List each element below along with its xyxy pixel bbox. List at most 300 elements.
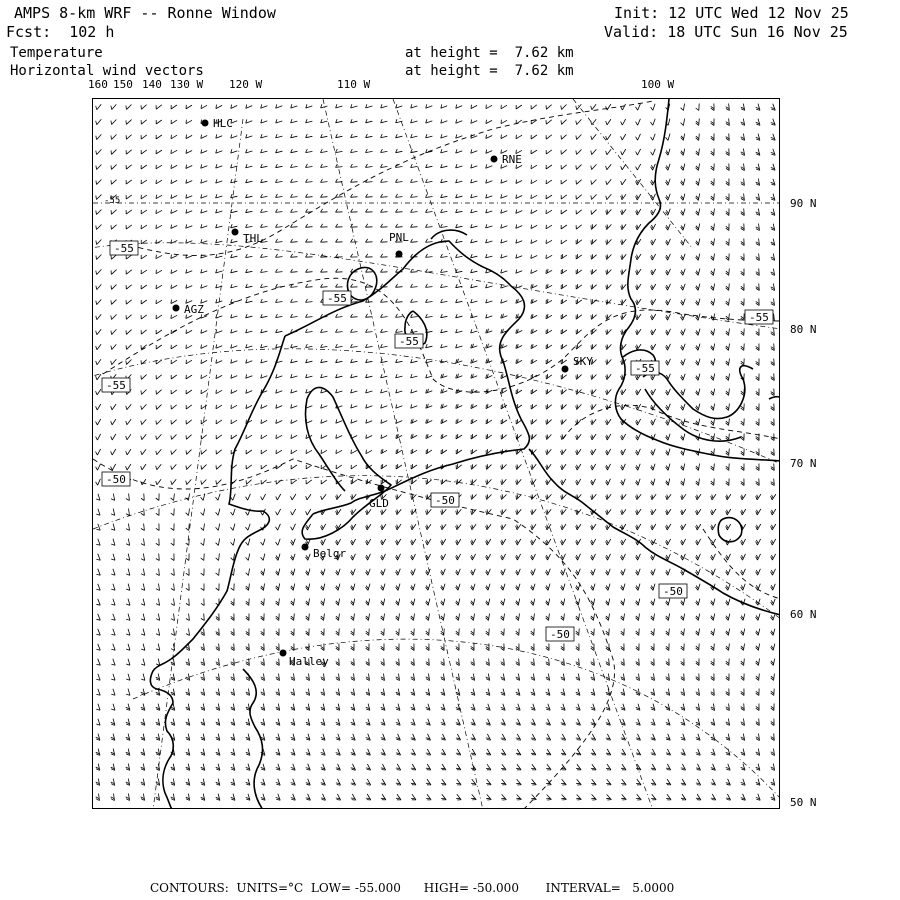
wind-barb (366, 509, 371, 515)
wind-barb (576, 719, 581, 725)
wind-barb (621, 254, 626, 259)
wind-barb (411, 629, 415, 636)
wind-barb (651, 509, 656, 515)
wind-barb (186, 165, 192, 169)
wind-barb (756, 374, 759, 381)
wind-barb (336, 659, 340, 666)
wind-barb (546, 240, 552, 244)
wind-barb (396, 524, 401, 530)
wind-barb (696, 254, 700, 261)
wind-barb (321, 194, 328, 197)
wind-barb (651, 719, 655, 726)
wind-barb (276, 629, 279, 636)
wind-barb (141, 434, 146, 439)
wind-barb (516, 749, 521, 755)
wind-barb (426, 764, 431, 770)
wind-barb (186, 330, 192, 334)
wind-barb (261, 435, 267, 439)
wind-barb (441, 599, 445, 606)
wind-barb (126, 524, 130, 531)
wind-barb (216, 509, 220, 516)
wind-barb (411, 539, 416, 545)
wind-barb (291, 194, 298, 198)
wind-barb (711, 254, 715, 261)
contour-legend: CONTOURS: UNITS=°C LOW= -55.000 HIGH= -50.000 INTERVAL= 5.0000 (150, 881, 675, 895)
wind-barb (471, 779, 476, 785)
wind-barb (456, 254, 463, 258)
wind-barb (696, 464, 700, 471)
wind-barb (696, 404, 700, 411)
wind-barb (726, 389, 730, 396)
wind-barb (381, 569, 386, 576)
wind-barb (516, 719, 521, 725)
wind-barb (531, 195, 537, 199)
wind-barb (666, 179, 671, 186)
wind-barb (351, 719, 355, 726)
wind-barb (231, 539, 235, 546)
wind-barb (426, 674, 430, 681)
wind-barb (546, 689, 550, 696)
wind-barb (741, 359, 745, 366)
wind-barb (636, 344, 641, 350)
wind-barb (576, 329, 582, 334)
wind-barb (591, 464, 596, 470)
wind-barb (381, 704, 385, 711)
wind-barb (546, 539, 551, 545)
wind-barb (351, 374, 358, 378)
wind-barb (726, 359, 730, 366)
wind-barb (696, 584, 701, 591)
wind-barb (171, 165, 177, 169)
wind-barb (711, 494, 716, 500)
wind-barb (486, 629, 490, 636)
wind-barb (741, 224, 745, 231)
wind-barb (741, 674, 744, 681)
wind-barb (321, 209, 328, 212)
wind-barb (561, 180, 567, 184)
wind-barb (306, 269, 313, 272)
wind-barb (126, 315, 132, 320)
wind-barb (351, 794, 356, 800)
wind-barb (651, 329, 656, 335)
wind-barb (561, 150, 567, 155)
wind-barb (351, 149, 358, 153)
wind-barb (726, 239, 730, 246)
wind-barb (741, 479, 744, 486)
wind-barb (621, 584, 625, 591)
wind-barb (726, 584, 731, 591)
wind-barb (546, 779, 551, 785)
wind-barb (486, 749, 491, 755)
wind-barb (726, 434, 730, 441)
wind-barb (486, 779, 491, 785)
wind-barb (486, 704, 490, 711)
wind-barb (306, 104, 313, 108)
wind-barb (396, 209, 403, 212)
wind-barb (591, 569, 596, 576)
wind-barb (201, 689, 205, 696)
station-label: Belgr (313, 547, 347, 560)
wind-barb (396, 194, 403, 198)
wind-barb (711, 284, 715, 291)
longitude-label: 100 W (641, 78, 675, 91)
wind-barb (771, 719, 774, 726)
wind-barb (171, 494, 175, 501)
wind-barb (306, 554, 311, 561)
wind-barb (291, 779, 296, 786)
wind-barb (561, 689, 565, 696)
wind-barb (246, 435, 252, 439)
wind-barb (741, 194, 745, 201)
wind-barb (681, 134, 685, 141)
station-label: SKY (573, 355, 593, 368)
wind-barb (171, 509, 174, 516)
wind-barb (306, 704, 310, 711)
wind-barb (666, 614, 670, 621)
wind-barb (381, 329, 388, 333)
longitude-label: 110 W (337, 78, 371, 91)
wind-barb (621, 134, 626, 140)
wind-barb (756, 209, 760, 216)
wind-barb (456, 164, 463, 168)
wind-barb (126, 764, 130, 771)
wind-barb (111, 584, 115, 591)
wind-barb (756, 359, 759, 366)
wind-barb (516, 479, 522, 484)
wind-barb (126, 300, 132, 304)
wind-barb (276, 164, 283, 168)
wind-barb (546, 764, 551, 770)
wind-barb (501, 704, 505, 711)
wind-barb (471, 299, 478, 303)
wind-barb (531, 689, 535, 696)
wind-barb (261, 420, 267, 424)
wind-barb (396, 224, 403, 227)
wind-barb (726, 179, 729, 186)
wind-barb (486, 179, 493, 183)
wind-barb (141, 614, 145, 621)
wind-barb (201, 254, 208, 258)
wind-barb (426, 134, 433, 138)
wind-barb (771, 374, 775, 381)
wind-barb (471, 120, 477, 124)
wind-barb (456, 569, 461, 575)
wind-barb (546, 120, 552, 124)
wind-barb (531, 419, 537, 424)
wind-barb (681, 689, 685, 696)
wind-barb (201, 569, 204, 576)
wind-barb (696, 674, 700, 681)
wind-barb (621, 149, 626, 155)
wind-barb (411, 764, 416, 770)
wind-barb (516, 494, 522, 499)
wind-barb (441, 209, 448, 213)
wind-barb (276, 554, 281, 561)
wind-barb (351, 134, 358, 138)
wind-barb (231, 314, 238, 318)
wind-barb (441, 134, 448, 138)
wind-barb (486, 344, 493, 349)
wind-barb (681, 194, 685, 201)
wind-barb (456, 584, 460, 591)
wind-barb (201, 435, 207, 439)
wind-barb (186, 569, 189, 576)
wind-barb (426, 164, 433, 168)
wind-barb (351, 569, 356, 576)
wind-barb (156, 794, 160, 801)
wind-barb (441, 764, 446, 770)
wind-barb (141, 210, 147, 214)
wind-barb (396, 674, 400, 681)
wind-barb (111, 764, 115, 771)
wind-barb (216, 674, 220, 681)
wind-barb (246, 749, 250, 756)
wind-barb (681, 419, 685, 426)
wind-barb (636, 749, 641, 755)
wind-barb (141, 165, 147, 169)
wind-barb (261, 314, 268, 318)
wind-barb (606, 179, 611, 184)
wind-barb (531, 764, 536, 770)
wind-barb (621, 104, 626, 110)
wind-barb (726, 509, 731, 515)
wind-barb (501, 749, 506, 755)
wind-barb (441, 674, 445, 681)
wind-barb (606, 704, 610, 711)
wind-barb (171, 105, 177, 109)
wind-barb (186, 629, 190, 636)
wind-barb (216, 554, 220, 561)
wind-barb (231, 149, 238, 153)
wind-barb (426, 584, 430, 591)
wind-barb (171, 345, 177, 349)
wind-barb (321, 794, 326, 800)
wind-barb (621, 704, 625, 711)
wind-barb (756, 179, 760, 186)
wind-barb (381, 554, 386, 560)
wind-barb (306, 344, 313, 348)
wind-barb (561, 509, 567, 514)
wind-barb (351, 254, 358, 257)
wind-barb (756, 404, 759, 411)
wind-barb (111, 554, 115, 561)
wind-barb (306, 284, 313, 287)
wind-barb (741, 269, 744, 276)
wind-barb (651, 254, 656, 260)
wind-barb (321, 524, 326, 530)
wind-barb (171, 120, 177, 124)
wind-barb (516, 509, 521, 514)
wind-barb (201, 179, 208, 183)
wind-barb (546, 195, 552, 199)
wind-barb (666, 749, 671, 755)
wind-barb (186, 704, 190, 711)
forecast-hour: Fcst: 102 h (6, 23, 115, 41)
wind-barb (696, 749, 701, 755)
wind-barb (321, 689, 325, 696)
wind-barb (261, 374, 268, 378)
wind-barb (756, 194, 760, 201)
wind-barb (486, 689, 490, 696)
wind-barb (546, 644, 549, 651)
wind-barb (336, 419, 342, 423)
wind-barb (216, 254, 223, 258)
wind-barb (696, 284, 700, 291)
wind-barb (531, 779, 536, 785)
wind-barb (576, 344, 582, 349)
wind-barb (636, 524, 641, 530)
wind-barb (771, 509, 776, 515)
wind-barb (261, 659, 265, 666)
wind-barb (96, 359, 101, 365)
wind-barb (666, 194, 671, 201)
station-label: RNE (502, 153, 522, 166)
wind-barb (186, 209, 192, 213)
wind-barb (201, 375, 207, 379)
wind-barb (216, 689, 220, 696)
wind-barb (246, 344, 253, 348)
wind-barb (126, 509, 130, 516)
wind-barb (756, 719, 760, 726)
wind-barb (591, 689, 595, 696)
wind-barb (426, 629, 430, 636)
wind-barb (726, 194, 729, 201)
wind-barb (531, 240, 537, 244)
wind-barb (621, 539, 626, 545)
wind-barb (456, 119, 463, 123)
wind-barb (156, 120, 162, 124)
wind-barb (426, 179, 433, 183)
wind-barb (291, 179, 298, 183)
wind-barb (501, 779, 506, 785)
wind-barb (426, 449, 432, 454)
wind-barb (486, 524, 491, 530)
wind-barb (381, 584, 385, 591)
wind-barb (111, 434, 116, 440)
wind-barb (756, 779, 760, 786)
wind-barb (201, 644, 205, 651)
wind-barb (351, 689, 355, 696)
wind-barb (771, 329, 775, 336)
wind-barb (156, 554, 160, 561)
wind-barb (426, 599, 430, 606)
wind-barb (381, 420, 387, 424)
wind-barb (96, 749, 100, 756)
wind-barb (171, 405, 177, 409)
wind-barb (531, 434, 537, 439)
wind-barb (651, 314, 656, 320)
wind-barb (696, 299, 701, 306)
wind-barb (306, 480, 312, 484)
wind-barb (756, 689, 759, 696)
wind-barb (486, 224, 493, 228)
wind-barb (246, 254, 253, 258)
wind-barb (411, 134, 418, 138)
wind-barb (306, 299, 313, 303)
wind-barb (156, 150, 162, 154)
wind-barb (126, 345, 132, 350)
wind-barb (456, 539, 461, 545)
wind-barb (606, 719, 611, 725)
wind-barb (111, 344, 116, 349)
wind-barb (306, 719, 310, 726)
contour-label: -55 (749, 311, 769, 324)
wind-barb (561, 240, 567, 244)
wind-barb (756, 149, 760, 156)
wind-barb (276, 374, 283, 378)
wind-barb (501, 599, 505, 606)
wind-barb (111, 404, 116, 410)
wind-barb (96, 255, 102, 260)
wind-barb (441, 389, 448, 394)
wind-barb (756, 764, 760, 771)
wind-barb (756, 104, 760, 111)
wind-barb (111, 569, 115, 576)
wind-barb (291, 584, 295, 591)
wind-barb (711, 794, 716, 800)
wind-barb (396, 359, 403, 363)
wind-barb (771, 179, 775, 186)
wind-barb (291, 599, 295, 606)
wind-barb (711, 389, 715, 396)
wind-barb (96, 210, 102, 215)
wind-barb (426, 539, 431, 545)
wind-barb (456, 105, 462, 109)
wind-barb (681, 539, 686, 545)
wind-barb (696, 239, 700, 246)
wind-barb (471, 794, 476, 799)
wind-barb (321, 149, 328, 153)
wind-barb (126, 210, 132, 214)
wind-barb (381, 689, 385, 696)
wind-barb (471, 689, 475, 696)
wind-barb (186, 465, 192, 470)
wind-barb (381, 749, 386, 755)
wind-barb (636, 464, 641, 471)
wind-barb (351, 119, 358, 123)
wind-barb (501, 719, 506, 725)
wind-barb (756, 224, 760, 231)
wind-barb (696, 164, 700, 171)
wind-barb (531, 225, 537, 229)
wind-barb (276, 494, 281, 500)
wind-barb (231, 420, 237, 424)
wind-barb (141, 315, 147, 319)
wind-barb (336, 644, 339, 651)
wind-barb (141, 120, 147, 124)
wind-barb (636, 134, 641, 140)
wind-barb (366, 164, 373, 168)
wind-barb (531, 105, 537, 109)
wind-barb (501, 554, 506, 560)
wind-barb (336, 344, 343, 348)
wind-barb (231, 509, 236, 516)
wind-barb (681, 344, 686, 351)
wind-barb (261, 599, 265, 606)
wind-barb (381, 194, 388, 197)
wind-barb (486, 239, 493, 243)
wind-barb (546, 299, 552, 304)
wind-barb (246, 539, 250, 546)
wind-barb (231, 644, 235, 651)
wind-barb (216, 314, 223, 318)
coastline (645, 389, 741, 441)
wind-barb (606, 629, 610, 636)
wind-barb (696, 329, 700, 336)
wind-barb (441, 314, 448, 318)
wind-barb (531, 329, 537, 334)
wind-barb (126, 255, 132, 259)
